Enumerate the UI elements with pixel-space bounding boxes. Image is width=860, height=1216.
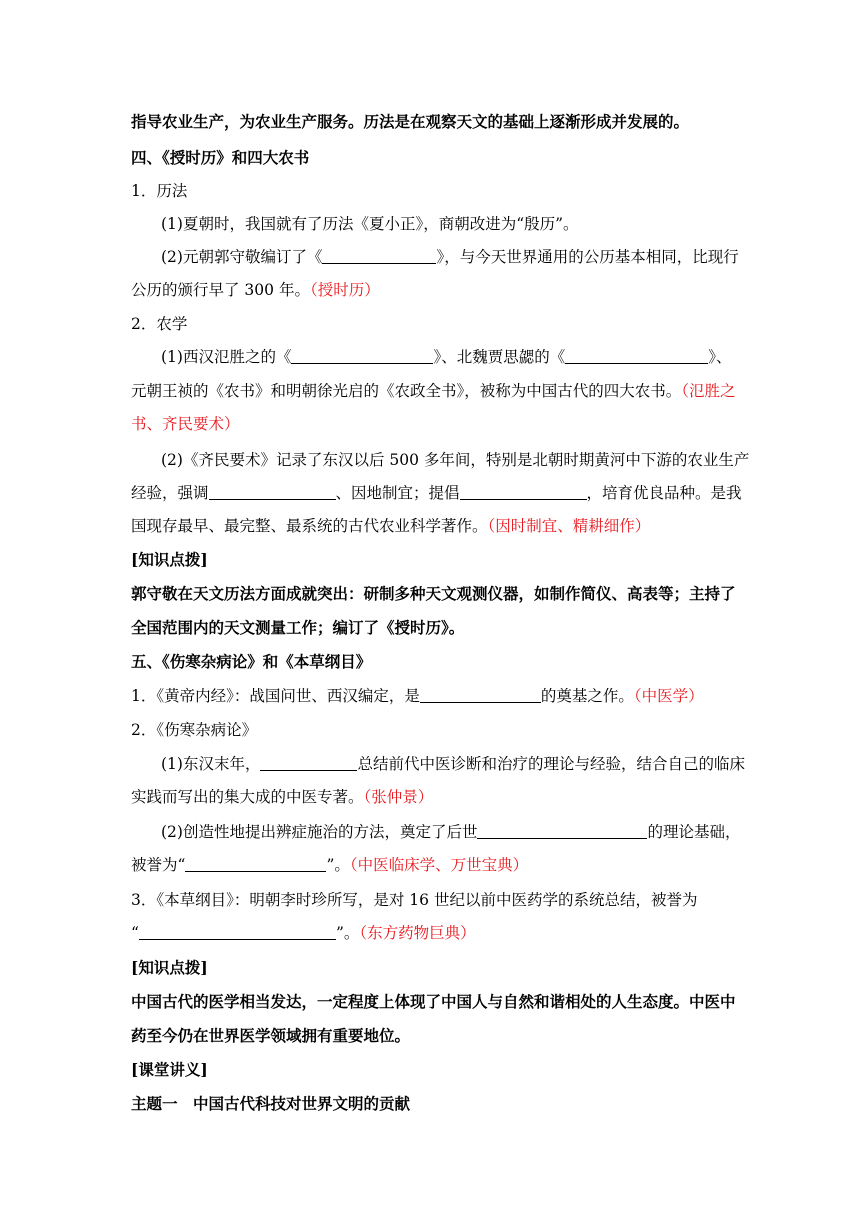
text: 总结前代中医诊断和治疗的理论与经验，结合自己的临床 — [357, 755, 745, 773]
fill-blank — [322, 247, 436, 264]
fill-blank — [420, 686, 541, 703]
knowledge-tip-2-line1: 中国古代的医学相当发达，一定程度上体现了中国人与自然和谐相处的人生态度。中医中 — [131, 992, 736, 1011]
answer: （氾胜之 — [681, 382, 736, 400]
text: 1．《黄帝内经》：战国问世、西汉编定，是 — [131, 687, 420, 705]
fill-blank — [460, 483, 587, 500]
answer: （东方药物巨典） — [359, 924, 476, 942]
text: (1)东汉末年， — [161, 755, 261, 773]
text: (2)创造性地提出辨症施治的方法，奠定了后世 — [161, 823, 478, 841]
fill-blank — [185, 855, 326, 872]
knowledge-tip-line2: 全国范围内的天文测量工作；编订了《授时历》。 — [131, 618, 465, 637]
intro-paragraph: 指导农业生产，为农业生产服务。历法是在观察天文的基础上逐渐形成并发展的。 — [131, 112, 690, 131]
agri-item-1-line2 — [131, 380, 860, 402]
agri-item-2-line2 — [131, 482, 860, 504]
text: ，培育优良品种。是我 — [586, 484, 742, 502]
medicine-item-3-line1: 3．《本草纲目》：明朝李时珍所写，是对 16 世纪以前中医药学的系统总结，被誉为 — [131, 891, 698, 909]
medicine-item-2-2-line1 — [161, 821, 860, 843]
knowledge-tip-line1: 郭守敬在天文历法方面成就突出：研制多种天文观测仪器，如制作简仪、高表等；主持了 — [131, 584, 736, 603]
medicine-item-1 — [131, 685, 860, 707]
fill-blank — [565, 347, 708, 364]
text: “ — [131, 924, 139, 942]
medicine-item-2-2-line2 — [131, 854, 860, 876]
agri-item-2-line3 — [131, 515, 860, 537]
calendar-item-1: (1)夏朝时，我国就有了历法《夏小正》，商朝改进为“殷历”。 — [161, 215, 579, 233]
agri-item-1-answer: 书、齐民要术） — [131, 415, 240, 433]
text: 国现存最早、最完整、最系统的古代农业科学著作。 — [131, 517, 488, 535]
knowledge-tip-label: [知识点拨] — [131, 550, 208, 569]
subheading-agriculture: 2．农学 — [131, 315, 188, 333]
text: 》，与今天世界通用的公历基本相同，比现行 — [436, 248, 739, 266]
text: 公历的颁行早了 300 年。 — [131, 281, 310, 299]
topic-heading: 主题一 中国古代科技对世界文明的贡献 — [131, 1094, 411, 1113]
text: (1)西汉氾胜之的《 — [161, 348, 292, 366]
fill-blank — [291, 347, 433, 364]
text: 被誉为“ — [131, 856, 186, 874]
answer: （张仲景） — [363, 788, 434, 806]
text: 、因地制宜；提倡 — [335, 484, 460, 502]
medicine-item-2-1-line1 — [161, 753, 860, 775]
agri-item-1-line1 — [161, 346, 860, 368]
answer: （中医学） — [633, 687, 704, 705]
text: (2)元朝郭守敬编订了《 — [161, 248, 323, 266]
section-heading-5: 五、《伤寒杂病论》和《本草纲目》 — [131, 652, 372, 671]
answer: （中医临床学、万世宝典） — [349, 856, 529, 874]
text: 实践而写出的集大成的中医专著。 — [131, 788, 364, 806]
text: ”。 — [335, 924, 360, 942]
text: 的理论基础， — [647, 823, 741, 841]
text: 》、北魏贾思勰的《 — [433, 348, 566, 366]
subheading-calendar: 1．历法 — [131, 182, 188, 200]
fill-blank — [139, 923, 336, 940]
text: ”。 — [326, 856, 350, 874]
calendar-item-2-line2 — [131, 279, 860, 301]
text: 》、 — [708, 348, 732, 366]
text: 的奠基之作。 — [540, 687, 634, 705]
section-heading-4: 四、《授时历》和四大农书 — [131, 148, 310, 167]
knowledge-tip-label-2: [知识点拨] — [131, 958, 208, 977]
text: 经验，强调 — [131, 484, 209, 502]
medicine-item-2: 2．《伤寒杂病论》 — [131, 721, 258, 739]
fill-blank — [477, 822, 647, 839]
medicine-item-3-line2 — [131, 922, 860, 944]
agri-item-2-line1: (2)《齐民要术》记录了东汉以后 500 多年间，特别是北朝时期黄河中下游的农业生产 — [161, 451, 750, 469]
fill-blank — [260, 754, 357, 771]
medicine-item-2-1-line2 — [131, 786, 860, 808]
answer: （因时制宜、精耕细作） — [487, 517, 651, 535]
fill-blank — [209, 483, 336, 500]
lecture-label: [课堂讲义] — [131, 1060, 208, 1079]
text: 元朝王祯的《农书》和明朝徐光启的《农政全书》，被称为中国古代的四大农书。 — [131, 382, 682, 400]
answer: （授时历） — [309, 281, 380, 299]
knowledge-tip-2-line2: 药至今仍在世界医学领域拥有重要地位。 — [131, 1026, 411, 1045]
calendar-item-2-line1 — [161, 246, 860, 268]
